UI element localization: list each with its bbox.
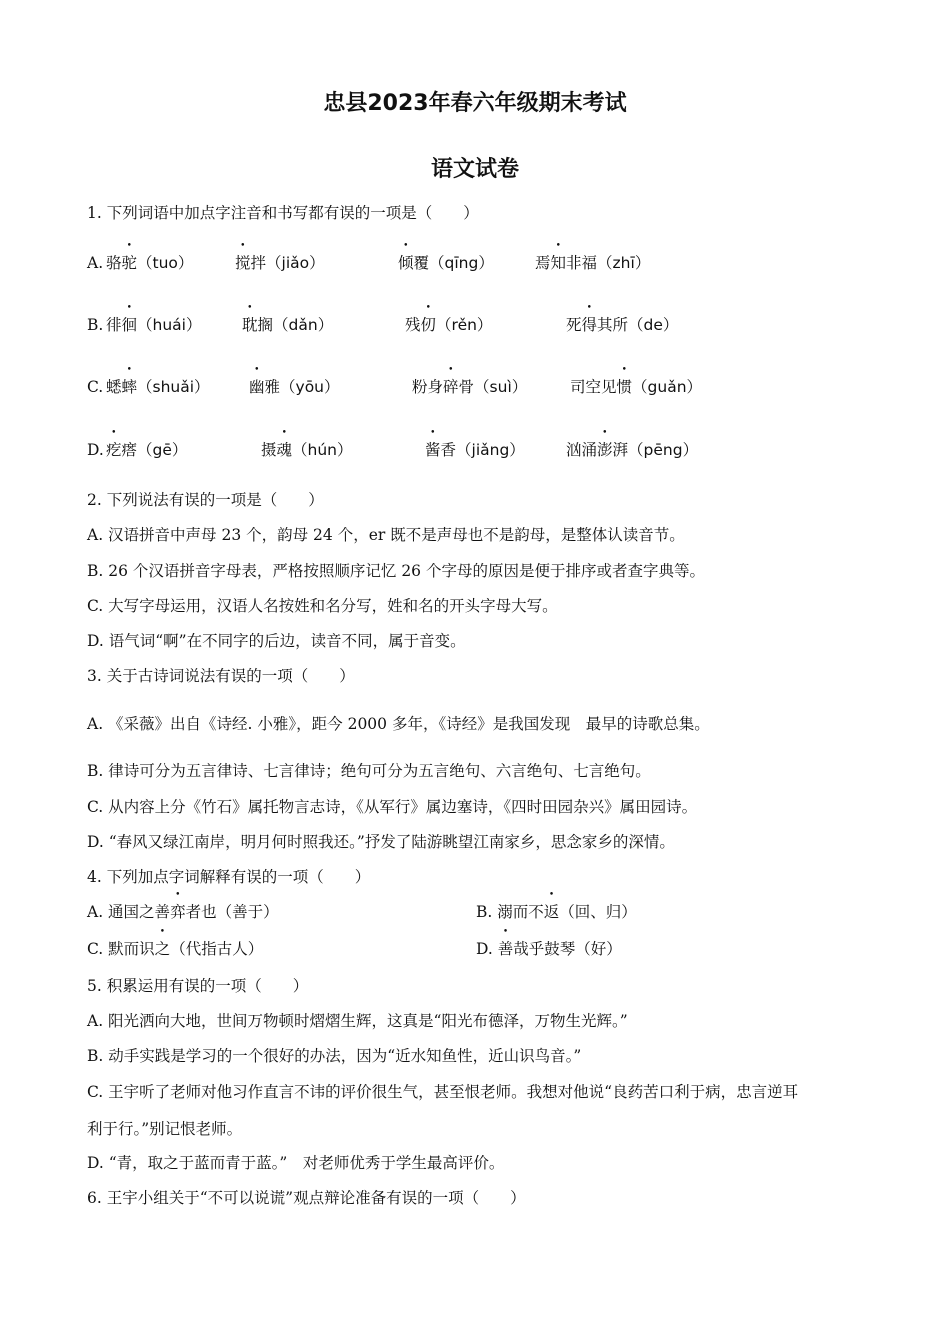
q2-option-a: A. 汉语拼音中声母 23 个，韵母 24 个，er 既不是声母也不是韵母，是整体认读音节。 — [87, 526, 685, 544]
q4-option-a: A. 通国之善弈者也（善于） — [87, 903, 279, 921]
q1-b-item-3: 残仞（rěn） — [405, 316, 493, 334]
q5-option-a: A. 阳光洒向大地，世间万物顿时熠熠生辉，这真是“阳光布德泽，万物生光辉。” — [87, 1012, 628, 1030]
q1-d-item-4: 汹涌澎湃（pēng） — [566, 441, 699, 459]
q5-option-c-line1: C. 王宇听了老师对他习作直言不讳的评价很生气，甚至恨老师。我想对他说“良药苦口利于病，忠言逆耳 — [87, 1083, 799, 1101]
q1-a-item-4: 焉知非福（zhī） — [535, 254, 651, 272]
q3-option-d: D. “春风又绿江南岸，明月何时照我还。”抒发了陆游眺望江南家乡，思念家乡的深情。 — [87, 833, 675, 851]
q1-b-item-1: 徘徊（huái） — [106, 316, 202, 334]
page-subtitle: 语文试卷 — [430, 157, 519, 182]
q3-option-b: B. 律诗可分为五言律诗、七言律诗；绝句可分为五言绝句、六言绝句、七言绝句。 — [87, 762, 651, 780]
q4-option-b: B. 溺而不返（回、归） — [476, 903, 637, 921]
q2-option-d: D. 语气词“啊”在不同字的后边，读音不同，属于音变。 — [87, 632, 466, 650]
q2-stem: 2. 下列说法有误的一项是（ ） — [87, 491, 324, 509]
q1-c-item-1: 蟋蟀（shuǎi） — [106, 378, 210, 396]
q5-stem: 5. 积累运用有误的一项（ ） — [87, 977, 309, 995]
q4-option-d: D. 善哉乎鼓琴（好） — [476, 940, 622, 958]
q1-b-item-2: 耽搁（dǎn） — [242, 316, 334, 334]
q1-d-item-3: 酱香（jiǎng） — [425, 441, 525, 459]
q1-option-b-label: B. — [87, 316, 104, 334]
q4-stem: 4. 下列加点字词解释有误的一项（ ） — [87, 868, 371, 886]
q1-a-item-2: 搅拌（jiǎo） — [235, 254, 325, 272]
q1-option-c-label: C. — [87, 378, 104, 396]
q1-c-item-3: 粉身碎骨（suì） — [412, 378, 528, 396]
q1-a-item-1: 骆驼（tuo） — [106, 254, 194, 272]
q5-option-d: D. “青，取之于蓝而青于蓝。” 对老师优秀于学生最高评价。 — [87, 1154, 505, 1172]
q1-a-item-3: 倾覆（qīng） — [398, 254, 494, 272]
q1-d-item-2: 摄魂（hún） — [261, 441, 353, 459]
q1-option-d-label: D. — [87, 441, 104, 459]
q2-option-b: B. 26 个汉语拼音字母表，严格按照顺序记忆 26 个字母的原因是便于排序或者查字典等。 — [87, 562, 705, 580]
q4-option-c: C. 默而识之（代指古人） — [87, 940, 264, 958]
q1-option-a-label: A. — [87, 254, 104, 272]
q5-option-c-line2: 利于行。”别记恨老师。 — [87, 1120, 243, 1138]
q6-stem: 6. 王宇小组关于“不可以说谎”观点辩论准备有误的一项（ ） — [87, 1189, 526, 1207]
q1-c-item-4: 司空见惯（guǎn） — [570, 378, 703, 396]
q5-option-b: B. 动手实践是学习的一个很好的办法，因为“近水知鱼性，近山识鸟音。” — [87, 1047, 582, 1065]
q1-stem: 1. 下列词语中加点字注音和书写都有误的一项是（ ） — [87, 204, 479, 222]
q2-option-c: C. 大写字母运用，汉语人名按姓和名分写，姓和名的开头字母大写。 — [87, 597, 558, 615]
page-title: 忠县2023年春六年级期末考试 — [323, 91, 627, 116]
q1-d-item-1: 疙瘩（gē） — [106, 441, 188, 459]
q3-option-a: A. 《采薇》出自《诗经. 小雅》，距今 2000 多年，《诗经》是我国发现 最早的诗歌总集。 — [87, 715, 710, 733]
q1-c-item-2: 幽雅（yōu） — [249, 378, 340, 396]
q1-b-item-4: 死得其所（de） — [566, 316, 679, 334]
q3-stem: 3. 关于古诗词说法有误的一项（ ） — [87, 667, 355, 685]
q3-option-c: C. 从内容上分《竹石》属托物言志诗，《从军行》属边塞诗，《四时田园杂兴》属田园诗。 — [87, 798, 698, 816]
